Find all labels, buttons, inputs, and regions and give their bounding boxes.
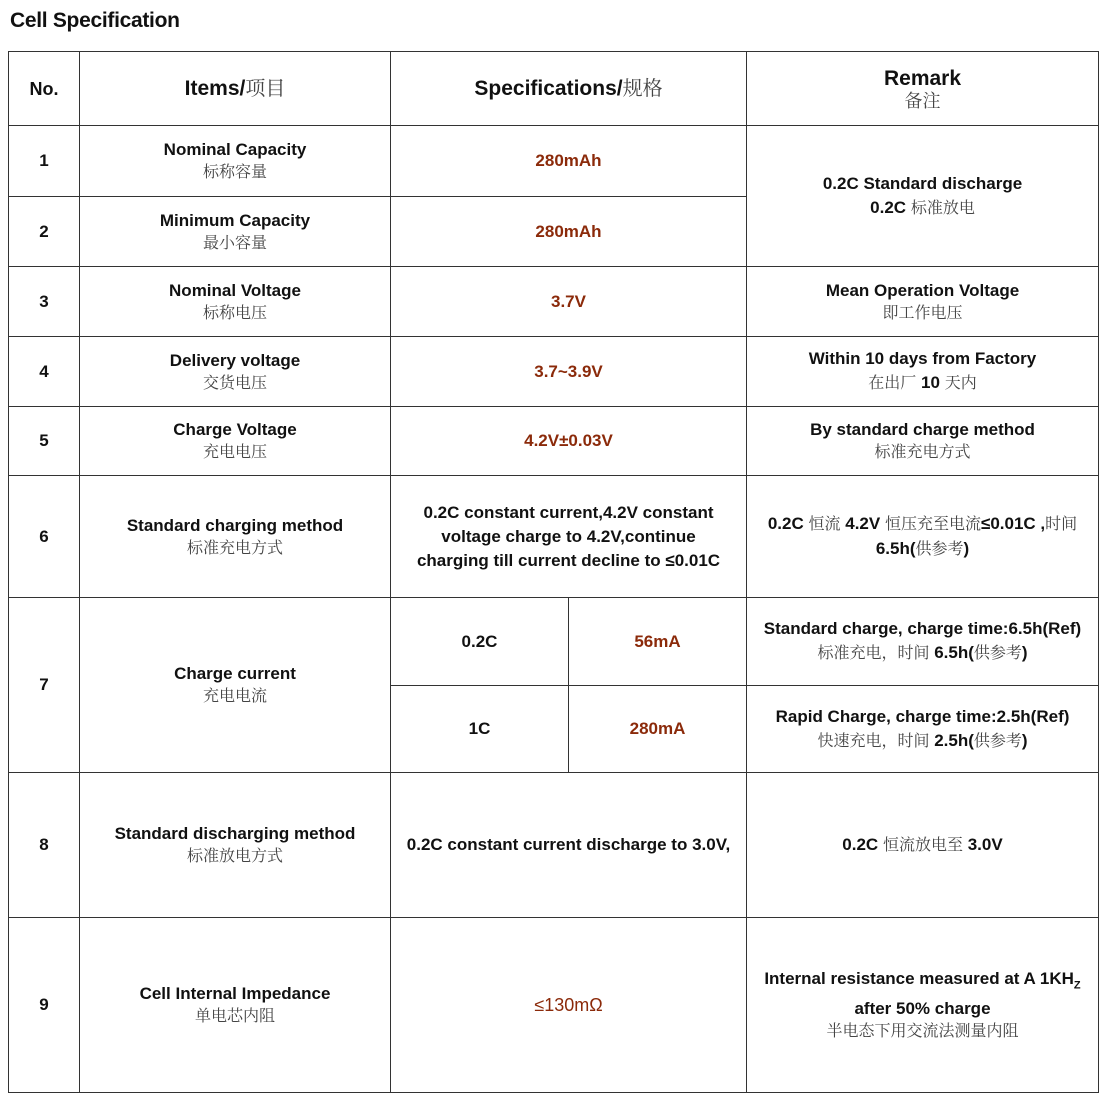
remark-part: 时间 bbox=[1045, 515, 1078, 533]
charge-rate: 0.2C bbox=[391, 598, 569, 686]
spec-value: 280mAh bbox=[391, 197, 747, 267]
header-remark-en: Remark bbox=[883, 66, 962, 90]
remark-cn: 标准充电，时间 bbox=[817, 645, 930, 662]
item-cn: 单电芯内阻 bbox=[194, 1008, 275, 1025]
remark-part: 6.5h( bbox=[875, 538, 916, 558]
item-cell bbox=[80, 126, 391, 197]
remark-en: Standard charge, charge time:6.5h(Ref) bbox=[763, 619, 1082, 638]
item-cn: 充电电流 bbox=[202, 688, 267, 705]
row-no: 1 bbox=[9, 126, 80, 197]
item-en: Charge current bbox=[174, 664, 296, 683]
row-no: 7 bbox=[9, 598, 80, 773]
item-cn: 标称电压 bbox=[202, 304, 267, 322]
row-no: 8 bbox=[9, 773, 80, 918]
remark-en: 0.2C Standard discharge bbox=[822, 173, 1023, 193]
item-cell bbox=[80, 337, 391, 407]
remark-part: 4.2V bbox=[845, 513, 881, 533]
page-title: Cell Specification bbox=[10, 9, 180, 32]
header-items-cn: 项目 bbox=[245, 77, 286, 100]
header-no: No. bbox=[9, 52, 80, 126]
row-no: 4 bbox=[9, 337, 80, 407]
row-no: 9 bbox=[9, 918, 80, 1093]
remark-en: Rapid Charge, charge time:2.5h(Ref) bbox=[775, 706, 1070, 726]
item-cn: 交货电压 bbox=[202, 374, 267, 392]
header-spec-en: Specifications/ bbox=[474, 76, 623, 100]
header-items-en: Items/ bbox=[184, 76, 246, 100]
item-en: Nominal Voltage bbox=[169, 280, 301, 300]
item-cell bbox=[80, 476, 391, 598]
remark-sub: Z bbox=[1073, 979, 1081, 992]
spec-value: 4.2V±0.03V bbox=[391, 407, 747, 476]
charge-rate: 1C bbox=[391, 686, 569, 773]
remark-en: Internal resistance measured at A 1KH bbox=[764, 968, 1074, 988]
remark-cell bbox=[747, 407, 1099, 476]
item-en: Cell Internal Impedance bbox=[139, 984, 331, 1003]
item-en: Delivery voltage bbox=[169, 350, 301, 370]
remark-part: 恒流 bbox=[808, 515, 841, 533]
remark-part: ) bbox=[1021, 643, 1028, 662]
table-row bbox=[9, 126, 1099, 197]
item-en: Nominal Capacity bbox=[163, 140, 307, 159]
remark-part: ≤0.01C , bbox=[980, 513, 1046, 533]
spec-value: 280mAh bbox=[391, 126, 747, 197]
remark-cn: 天内 bbox=[944, 375, 977, 392]
table-row bbox=[9, 337, 1099, 407]
remark-en: Mean Operation Voltage bbox=[825, 280, 1020, 300]
row-no: 3 bbox=[9, 267, 80, 337]
table-row bbox=[9, 773, 1099, 918]
header-row bbox=[9, 52, 1099, 126]
remark-part: 0.2C bbox=[767, 513, 804, 533]
remark-num: 10 bbox=[921, 373, 940, 392]
remark-cn: 供参考 bbox=[973, 732, 1022, 750]
remark-cell bbox=[747, 476, 1099, 598]
item-cn: 最小容量 bbox=[202, 234, 267, 252]
remark-cn: 标准充电方式 bbox=[874, 444, 971, 461]
remark-part: 6.5h( bbox=[934, 643, 974, 662]
remark-cell bbox=[747, 126, 1099, 267]
table-row bbox=[9, 918, 1099, 1093]
item-en: Charge Voltage bbox=[173, 420, 297, 439]
remark-cell bbox=[747, 773, 1099, 918]
header-spec bbox=[391, 52, 747, 126]
table-row bbox=[9, 267, 1099, 337]
item-cn: 标准放电方式 bbox=[186, 848, 283, 865]
remark-cn: 供参考 bbox=[973, 645, 1022, 662]
remark-part: 2.5h( bbox=[934, 730, 974, 750]
item-en: Standard charging method bbox=[126, 515, 344, 535]
row-no: 5 bbox=[9, 407, 80, 476]
table-row bbox=[9, 476, 1099, 598]
remark-cn: 在出厂 bbox=[868, 375, 917, 392]
spec-value: 0.2C constant current,4.2V constant voltage charge to 4.2V,continue charging till current decline to ≤0.01C bbox=[391, 476, 747, 598]
header-spec-cn: 规格 bbox=[622, 77, 663, 100]
remark-part: 0.2C bbox=[842, 834, 879, 854]
remark-en: after 50% charge bbox=[854, 999, 991, 1019]
remark-part: 3.0V bbox=[967, 834, 1003, 854]
remark-num: 0.2C bbox=[870, 197, 907, 217]
spec-value: ≤130mΩ bbox=[391, 918, 747, 1093]
remark-en: Within 10 days from Factory bbox=[808, 349, 1037, 368]
item-cell bbox=[80, 598, 391, 773]
spec-value: 3.7V bbox=[391, 267, 747, 337]
spec-value: 0.2C constant current discharge to 3.0V, bbox=[391, 773, 747, 918]
item-cell bbox=[80, 197, 391, 267]
spec-value: 3.7~3.9V bbox=[391, 337, 747, 407]
charge-current-value: 56mA bbox=[569, 598, 747, 686]
cell-spec-table bbox=[8, 51, 1099, 1093]
table-row bbox=[9, 598, 1099, 686]
item-cell bbox=[80, 267, 391, 337]
remark-cn: 标准放电 bbox=[910, 199, 975, 217]
item-cn: 标称容量 bbox=[202, 164, 267, 181]
item-en: Standard discharging method bbox=[114, 824, 356, 843]
row-no: 2 bbox=[9, 197, 80, 267]
item-cn: 充电电压 bbox=[202, 444, 267, 461]
item-cell bbox=[80, 918, 391, 1093]
item-cn: 标准充电方式 bbox=[186, 539, 283, 557]
remark-cn: 快速充电，时间 bbox=[817, 732, 930, 750]
remark-cn: 恒流放电至 bbox=[882, 836, 963, 854]
header-remark bbox=[747, 52, 1099, 126]
remark-cell bbox=[747, 337, 1099, 407]
table-row bbox=[9, 407, 1099, 476]
header-remark-cn: 备注 bbox=[904, 90, 941, 111]
remark-cell bbox=[747, 686, 1099, 773]
remark-cn: 即工作电压 bbox=[882, 304, 963, 322]
remark-part: 供参考 bbox=[915, 540, 964, 558]
remark-cn: 半电态下用交流法测量内阻 bbox=[826, 1023, 1019, 1041]
remark-part: ) bbox=[1021, 730, 1028, 750]
charge-current-value: 280mA bbox=[569, 686, 747, 773]
remark-en: By standard charge method bbox=[810, 420, 1035, 439]
item-cell bbox=[80, 773, 391, 918]
item-cell bbox=[80, 407, 391, 476]
row-no: 6 bbox=[9, 476, 80, 598]
remark-cell bbox=[747, 598, 1099, 686]
remark-part: 恒压充至电流 bbox=[884, 515, 981, 533]
remark-cell bbox=[747, 918, 1099, 1093]
remark-cell bbox=[747, 267, 1099, 337]
item-en: Minimum Capacity bbox=[159, 210, 311, 230]
header-items bbox=[80, 52, 391, 126]
remark-part: ) bbox=[963, 538, 970, 558]
